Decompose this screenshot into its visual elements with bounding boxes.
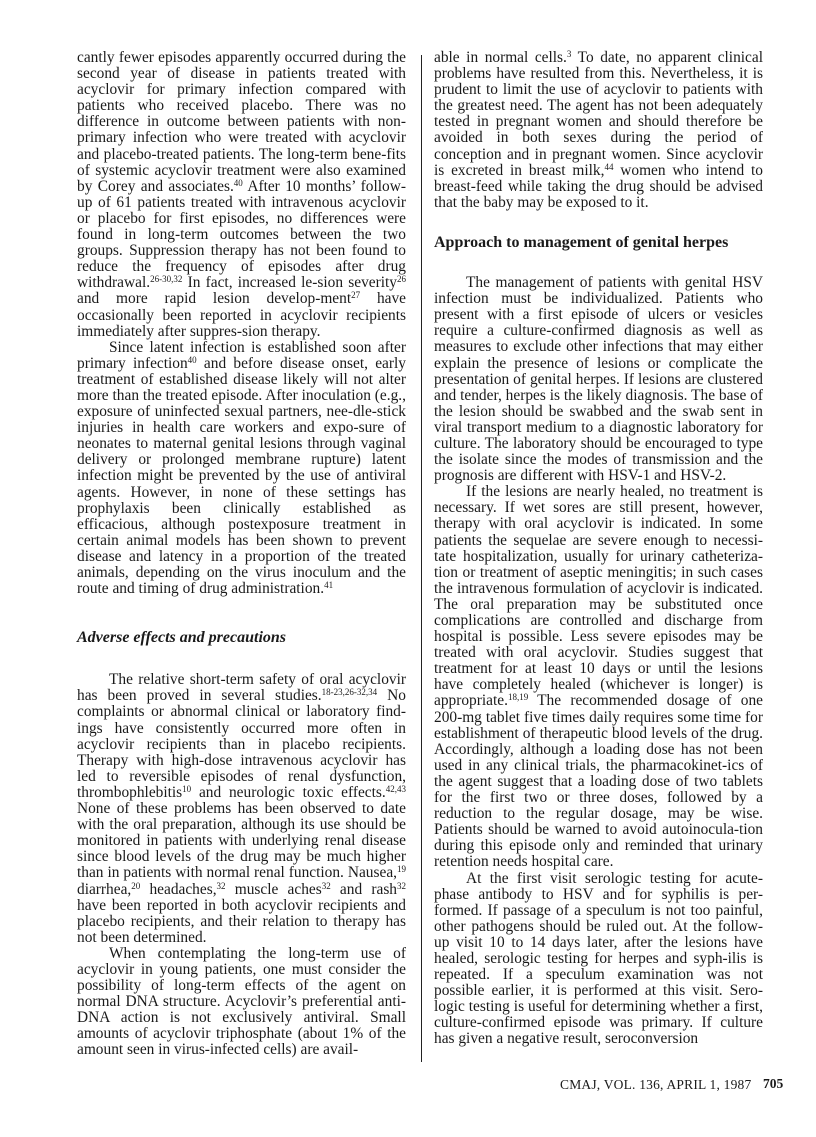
- paragraph: [434, 871, 763, 1048]
- text: women who intend to breast-feed while taking the drug should be advised that the baby may be exposed to it.: [434, 161, 763, 211]
- journal-citation-footer: CMAJ, VOL. 136, APRIL 1, 1987: [560, 1077, 752, 1092]
- citation: 10: [182, 783, 192, 794]
- citation: 19: [397, 864, 406, 875]
- citation: 32: [321, 880, 331, 891]
- citation: 26: [397, 274, 406, 285]
- left-column: [77, 50, 406, 1059]
- paragraph: [77, 340, 406, 598]
- citation: 44: [604, 161, 614, 172]
- text: The recommended dosage of one 200-mg tablet five times daily requires some time for establishment of therapeutic blood levels of the drug. Accordingly, although a loading dose has not been used in any clinical trials, the pharmacokinet-ics of the agent suggest that a loading dose of two tablets for the first two or three doses, followed by a reduction to the regular dosage, may be wise. Patients should be warned to avoid autoinocula-tion during this episode only and reminded that urinary retention needs hospital care.: [434, 692, 763, 871]
- text: At the first visit serologic testing for acute-phase antibody to HSV and for syphilis is per-formed. If passage of a speculum is not too painful, other pathogens should be ruled out. At the follow-up visit 10 to 14 days later, after the lesions have healed, serologic testing for herpes and syph-ilis is repeated. If a speculum examination was not possible earlier, it is performed at this visit. Sero-logic testing is useful for determining whether a first, culture-confirmed episode was primary. If culture has given a negative result, seroconversion: [434, 869, 763, 1048]
- paragraph: [434, 275, 763, 484]
- citation: 40: [187, 354, 197, 365]
- text: None of these problems has been observed to date with the oral preparation, although its use should be monitored in patients with underlying renal disease since blood levels of the drug may be much higher than in patients with normal renal function. Nausea,: [77, 800, 406, 882]
- citation: 40: [233, 177, 243, 188]
- citation: 27: [351, 290, 361, 301]
- citation: 42,43: [385, 783, 406, 794]
- text: To date, no apparent clinical problems have resulted from this. Nevertheless, it is prudent to limit the use of acyclovir to patients with the greatest need. The agent has not been adequately tested in pregnant women and should therefore be avoided in both sexes during the period of conception and in pregnant women. Since acyclovir is excreted in breast milk,: [434, 49, 763, 179]
- page-number: 705: [763, 1076, 784, 1091]
- citation: 41: [324, 580, 334, 591]
- text: and more rapid lesion develop-ment: [77, 290, 352, 308]
- citation: 26-30,32: [150, 274, 183, 285]
- text: If the lesions are nearly healed, no treatment is necessary. If wet sores are still present, however, therapy with oral acyclovir is indicated. In some patients the sequelae are severe enough to necessi-tate hospitalization, usually for urinary catheteriza-tion or treatment of aseptic meningitis; in such cases the intravenous formulation of acyclovir is indicated. The oral preparation may be substituted once complications are controlled and discharge from hospital is possible. Less severe episodes may be treated with oral acyclovir. Studies suggest that treatment for at least 10 days or until the lesions have completely healed (whichever is longer) is appropriate.: [434, 483, 763, 710]
- column-divider: [421, 55, 422, 1062]
- citation: 18-23,26-32,34: [321, 687, 378, 698]
- text: and neurologic toxic effects.: [191, 783, 386, 801]
- paragraph: [77, 50, 406, 340]
- text: After 10 months’ follow-up of 61 patients treated with intravenous acyclovir or placebo for first episodes, no differences were found in long-term outcomes between the two groups. Suppression therapy has not been found to reduce the frequency of episodes after drug withdrawal.: [77, 177, 406, 292]
- text: and rash: [330, 880, 397, 898]
- citation: 20: [131, 880, 141, 891]
- text: cantly fewer episodes apparently occurred during the second year of disease in patients treated with acyclovir for primary infection compared with patients who received placebo. There was no difference in outcome between patients with non-primary infection who were treated with acyclovir and placebo-treated patients. The long-term bene-fits of systemic acyclovir treatment were also examined by Corey and associates.: [77, 49, 406, 195]
- text: and before disease onset, early treatment of established disease likely will not alter more than the treated episode. After inoculation (e.g., exposure of uninfected sexual partners, nee-dle-stick injuries in health care workers and expo-sure of neonates to maternal genital lesions through vaginal delivery or prolonged membrane rupture) latent infection might be prevented by the use of antiviral agents. However, in none of these settings has prophylaxis been clinically established as efficacious, although postexposure treatment in certain animal models has been shown to prevent disease and latency in a proportion of the treated animals, depending on the virus inoculum and the route and timing of drug administration.: [77, 354, 406, 598]
- section-heading-adverse-effects: Adverse effects and precautions: [77, 629, 287, 647]
- paragraph: [434, 50, 763, 211]
- text: The management of patients with genital HSV infection must be individualized. Patients who present with a first episode of ulcers or vesicles require a culture-confirmed diagnosis as well as measures to exclude other infections that may either explain the presence of lesions or complicate the presentation of genital herpes. If lesions are clustered and tender, herpes is the likely diagnosis. The base of the lesion should be swabbed and the swab sent in viral transport medium to a diagnostic laboratory for culture. The laboratory should be encouraged to type the isolate since the modes of transmission and the prognosis are different with HSV-1 and HSV-2.: [434, 274, 763, 485]
- text: No complaints or abnormal clinical or laboratory find-ings have consistently occurred more often in acyclovir recipients than in placebo recipients. Therapy with high-dose intravenous acyclovir has led to reversible episodes of renal dysfunction, thrombophlebitis: [77, 687, 406, 801]
- paragraph: [77, 946, 406, 1059]
- citation: 18,19: [507, 692, 529, 703]
- text: have occasionally been reported in acyclovir recipients immediately after suppres-sion therapy.: [77, 290, 406, 340]
- text: able in normal cells.: [434, 49, 567, 66]
- text: diarrhea,: [77, 880, 132, 898]
- text: have been reported in both acyclovir recipients and placebo recipients, and their relation to therapy has not been determined.: [77, 896, 406, 946]
- text: Since latent infection is established soon after primary infection: [77, 338, 406, 372]
- text: headaches,: [140, 880, 217, 898]
- right-column: [434, 50, 763, 1048]
- citation: 32: [216, 880, 226, 891]
- text: The relative short-term safety of oral acyclovir has been proved in several studies.: [77, 671, 406, 705]
- citation: 3: [566, 49, 572, 59]
- paragraph: [434, 484, 763, 870]
- text: muscle aches: [225, 880, 322, 898]
- text: In fact, increased le-sion severity: [182, 274, 397, 292]
- citation: 32: [397, 880, 406, 891]
- paragraph: [77, 672, 406, 946]
- text: When contemplating the long-term use of acyclovir in young patients, one must consider the possibility of long-term effects of the agent on normal DNA structure. Acyclovir’s preferential anti-DNA action is not exclusively antiviral. Small amounts of acyclovir triphosphate (about 1% of the amount seen in virus-infected cells) are avail-: [77, 944, 406, 1059]
- section-heading-management: Approach to management of genital herpes: [434, 233, 729, 251]
